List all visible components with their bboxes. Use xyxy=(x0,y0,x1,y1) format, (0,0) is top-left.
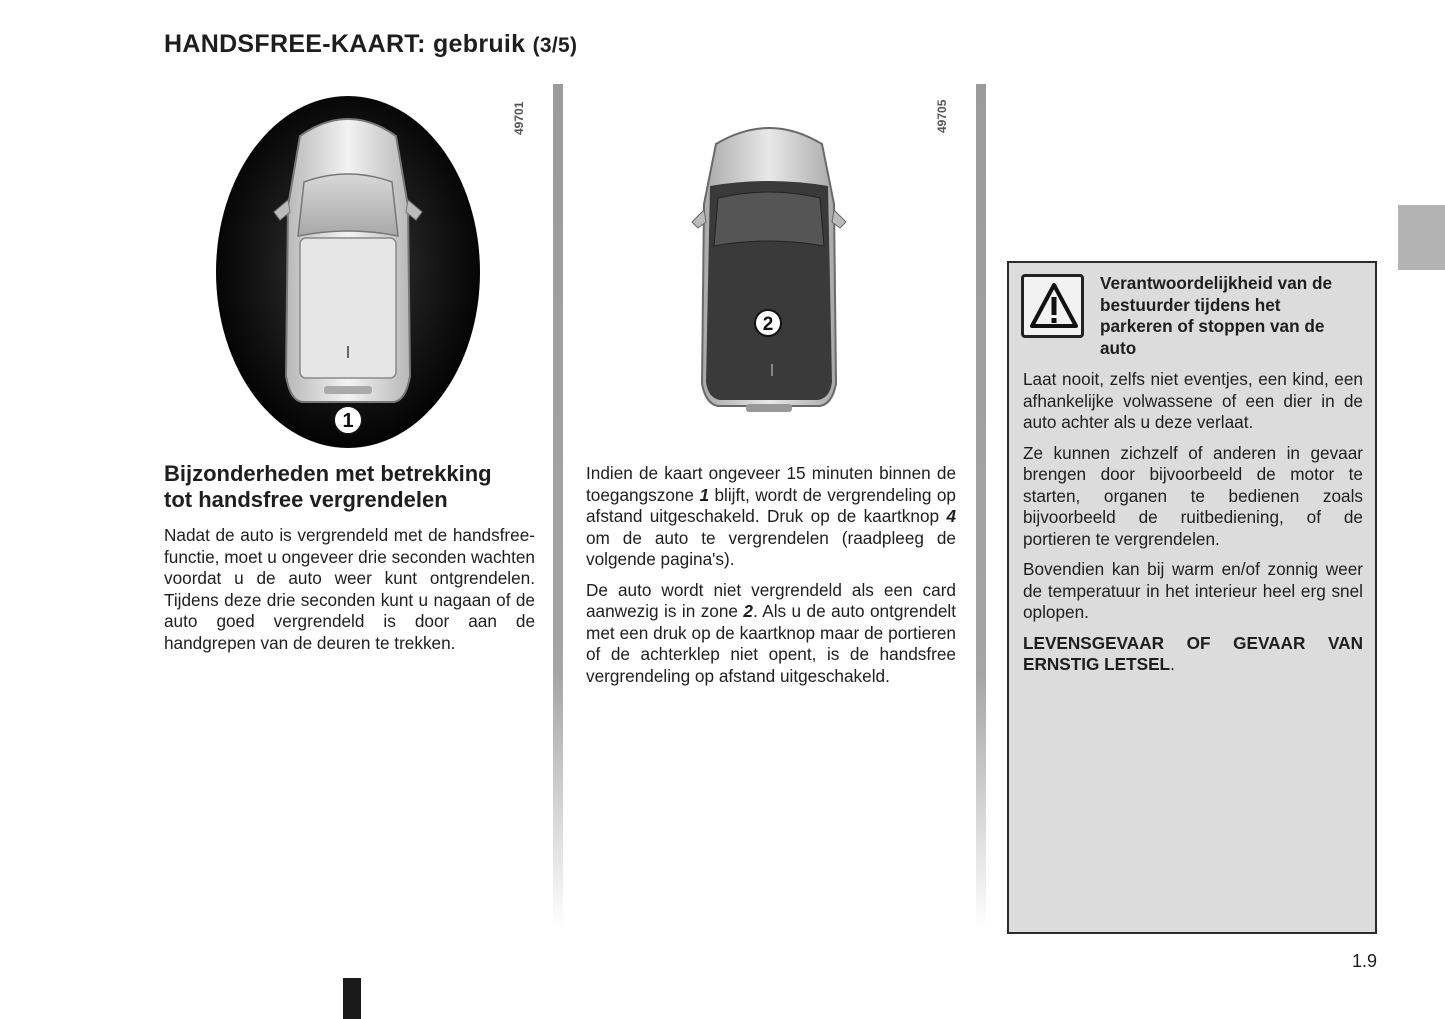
left-column-text xyxy=(164,525,535,663)
text-run: om de auto te vergrendelen (raadpleeg de volgende pagina's). xyxy=(586,527,956,569)
car-zone-1-illustration xyxy=(208,96,508,456)
car-windshield xyxy=(714,192,824,246)
danger-text: LEVENSGEVAAR OF GEVAAR VAN ERNSTIG LETSEL xyxy=(1023,632,1363,674)
middle-column-text xyxy=(586,463,956,696)
button-reference: 4 xyxy=(946,506,956,526)
zone-reference: 1 xyxy=(699,484,709,505)
page-title xyxy=(164,30,577,59)
car-rear-bumper xyxy=(324,386,372,394)
section-heading xyxy=(164,461,544,513)
zone-marker-2-label: 2 xyxy=(762,314,774,335)
paragraph: Bovendien kan bij warm en/of zonnig weer de temperatuur in het interieur heel erg snel oplopen. xyxy=(1023,559,1363,622)
warning-title: Verantwoordelijkheid van de bestuurder tijdens het parkeren of stoppen van de auto xyxy=(1100,273,1333,358)
figure-id-1: 49701 xyxy=(512,101,526,135)
text-run: De auto wordt niet vergrendeld als een card aanwezig is in zone xyxy=(586,579,956,621)
page-title-part: (3/5) xyxy=(532,34,578,57)
section-heading-line: tot handsfree vergrendelen xyxy=(164,487,448,512)
paragraph xyxy=(1023,633,1363,676)
text-run: . xyxy=(1170,654,1175,674)
paragraph xyxy=(586,580,956,688)
page-edge-marker xyxy=(343,978,361,1019)
page-title-main: HANDSFREE-KAART: gebruik xyxy=(164,30,526,58)
warning-body xyxy=(1023,369,1363,685)
warning-triangle-icon xyxy=(1021,274,1084,338)
paragraph: Nadat de auto is vergrendeld met de handsfree-functie, moet u ongeveer drie seconden wachten voordat u de auto weer kunt ontgrendelen. Tijdens deze drie seconden kunt u nagaan of de auto goed vergrendeld is door aan de handgrepen van de deuren te trekken. xyxy=(164,525,535,653)
car-zone-2-illustration xyxy=(684,114,854,419)
section-tab xyxy=(1398,205,1445,270)
paragraph: Ze kunnen zichzelf of anderen in gevaar brengen door bijvoorbeeld de motor te starten, organen te bedienen zoals bijvoorbeeld de ruitbediening, of de portieren te vergrendelen. xyxy=(1023,442,1363,549)
warning-box xyxy=(1007,261,1377,934)
column-divider-1 xyxy=(553,84,563,929)
zone-marker-1-label: 1 xyxy=(342,410,354,432)
text-run: blijft, wordt de vergrendeling op afstand uitgeschakeld. Druk op de kaartknop xyxy=(586,484,956,526)
section-heading-line: Bijzonderheden met betrekking xyxy=(164,461,492,486)
zone-reference: 2 xyxy=(743,601,753,621)
text-run: Indien de kaart ongeveer 15 minuten binnen de toegangszone xyxy=(586,463,956,505)
paragraph xyxy=(586,463,956,571)
car-rear-bumper xyxy=(746,404,792,412)
paragraph: Laat nooit, zelfs niet eventjes, een kind, een afhankelijke volwassene of een dier in de auto achter als u deze verlaat. xyxy=(1023,369,1363,432)
column-divider-2 xyxy=(976,84,986,929)
car-windshield xyxy=(298,174,398,236)
figure-id-2: 49705 xyxy=(935,99,949,133)
page-number: 1.9 xyxy=(1351,951,1377,971)
text-run: . Als u de auto ontgrendelt met een druk op de kaartknop maar de portieren of de achterklep niet opent, is de handsfree vergrendeling op afstand uitgeschakeld. xyxy=(586,601,956,686)
